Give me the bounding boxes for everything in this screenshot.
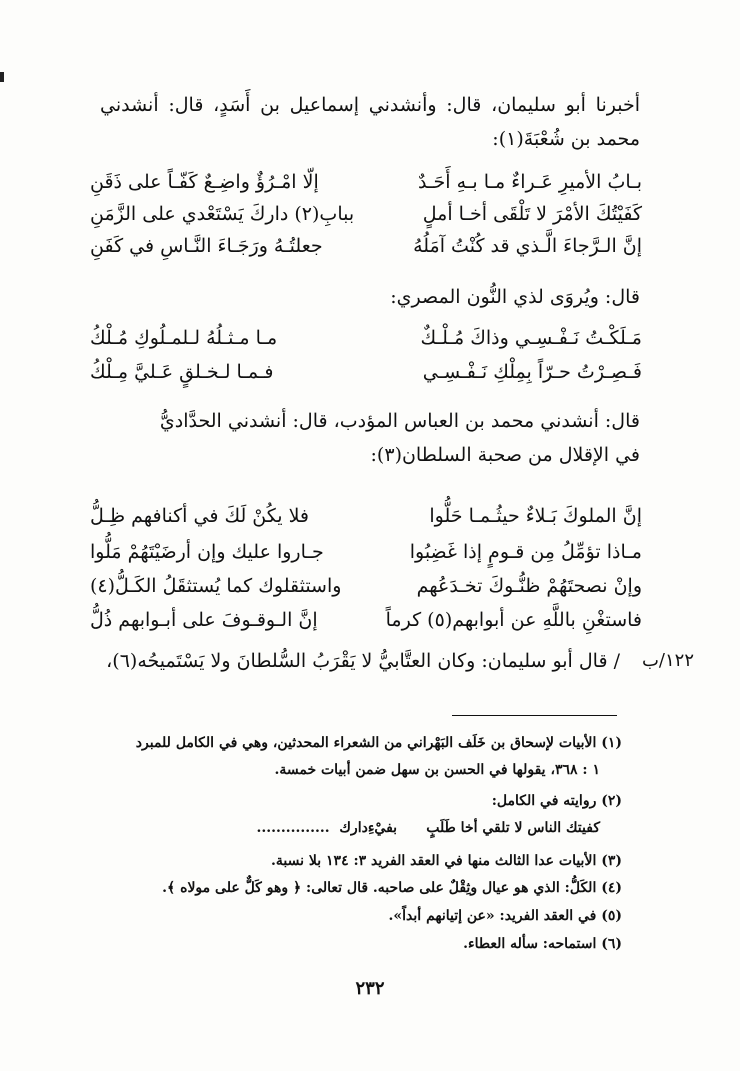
transition-2-line-1: قال: أنشدني محمد بن العباس المؤدب، قال: أنشدني الحدَّاديُّ	[159, 410, 640, 432]
hemistich-second: جـاروا عليك وإن أرضَيْتَهُمْ مَلُّوا	[90, 541, 324, 563]
hemistich-first: إنَّ الـرَّجاءَ الَّـذي قد كُنْتُ آمَلُهُ	[413, 235, 642, 257]
manuscript-folio-marker: ١٢٢/ب	[641, 650, 694, 671]
hemistich-first: مَـلَكْـتُ نَـفْـسِـي وذاكَ مُـلْـكٌ	[420, 327, 642, 349]
hemistich-second: إنَّ الـوقـوفَ على أبـوابهم ذُلُّ	[90, 609, 318, 631]
intro-line-1: أخبرنا أبو سليمان، قال: وأنشدني إسماعيل بن أَسَدٍ، قال: أنشدني	[100, 94, 640, 116]
hemistich-second: إلّا امْـرُؤٌ واضِـعٌ كَفّـاً على ذَقَنِ	[90, 171, 319, 193]
verse-3-4	[90, 604, 642, 636]
hemistich-second: فـمـا لـخـلقٍ عَـليَّ مِـلْكُ	[90, 361, 274, 383]
hemistich-first: فاستغْنِ باللَّهِ عن أبوابهم(٥) كرماً	[385, 609, 642, 631]
transition-2-line-2: في الإقلال من صحبة السلطان(٣):	[370, 444, 640, 466]
hemistich-second: ببابِ(٢) داركَ يَسْتَعْدي على الزَّمَنِ	[90, 203, 355, 225]
footnote-5: (٥) في العقد الفريد: «عن إتيانهم أبداً».	[388, 908, 622, 924]
footnote-1-line-2: ١ : ٣٦٨، يقولها في الحسن بن سهل ضمن أبيات خمسة.	[274, 762, 600, 778]
footnote-1	[90, 730, 622, 784]
hemistich-first: إنَّ الملوكَ بَـلاءٌ حيثُـمـا حَلُّوا	[429, 505, 642, 527]
verse-2-1	[90, 322, 642, 354]
transition-2	[100, 404, 640, 472]
verse-1-1	[90, 166, 642, 198]
verse-1-2	[90, 198, 642, 230]
hemistich-second: فلا يكُنْ لَكَ في أكنافهم ظِـلُّ	[90, 505, 309, 527]
footnote-3: (٣) الأبيات عدا الثالث منها في العقد الفريد ٣: ١٣٤ بلا نسبة.	[271, 853, 622, 869]
hemistich-second: جعلتُـهُ ورَجَـاءَ النَّـاسِ في كَفَنِ	[90, 235, 323, 257]
footnote-2-line-2: كفيتك الناس لا تلقي أخا طَلَبٍ بفيْءِدارك ...............	[256, 820, 600, 836]
hemistich-second: واستثقلوك كما يُستثقَلُ الكَـلُّ(٤)	[90, 575, 342, 597]
footnote-6: (٦) استماحه: سأله العطاء.	[463, 936, 622, 952]
hemistich-first: مـاذا تؤمِّلُ مِن قـومٍ إذا غَضِبُوا	[409, 541, 642, 563]
verse-2-2	[90, 356, 642, 388]
hemistich-first: وإنْ نصحتَهُمْ ظنُّـوكَ تخـدَعُهم	[416, 575, 642, 597]
footnote-1-line-1: (١) الأبيات لإسحاق بن خَلَف البَهْراني من الشعراء المحدثين، وهي في الكامل للمبرد	[135, 735, 622, 751]
verse-1-3	[90, 230, 642, 262]
footnote-4: (٤) الكَلُّ: الذي هو عيال وثِقْلٌ على صاحبه. قال تعالى: ﴿ وهو كَلٌّ على مولاه ﴾.	[162, 880, 622, 896]
hemistich-first: بـابُ الأميرِ عَـراءٌ مـا بـهِ أَحَـدٌ	[418, 171, 642, 193]
hemistich-first: كَفَيْتُكَ الأمْرَ لا تَلْقَى أخـا أملٍ	[422, 203, 642, 225]
verse-3-2	[90, 536, 642, 568]
closing-line: / قال أبو سليمان: وكان العتَّابيُّ لا يَقْرَبُ السُّلطانَ ولا يَسْتَميحُه(٦)،	[106, 650, 620, 672]
footnote-separator	[452, 715, 617, 716]
footnote-2	[90, 788, 622, 842]
intro-paragraph	[100, 88, 640, 156]
verse-3-3	[90, 570, 642, 602]
footnote-2-line-1: (٢) روايته في الكامل:	[491, 793, 622, 809]
verse-3-1	[90, 500, 642, 532]
hemistich-second: مـا مـثـلُهُ لـلمـلُوكِ مُـلْكُ	[90, 327, 278, 349]
hemistich-first: فَـصِـرْتُ حـرّاً بِمِلْكِ نَـفْـسِـي	[422, 361, 642, 383]
intro-line-2: محمد بن شُعْبَةَ(١):	[492, 128, 640, 150]
transition-1: قال: ويُروَى لذي النُّون المصري:	[390, 286, 640, 308]
scan-edge-mark	[0, 72, 4, 82]
page-number: ٢٣٢	[355, 978, 385, 999]
